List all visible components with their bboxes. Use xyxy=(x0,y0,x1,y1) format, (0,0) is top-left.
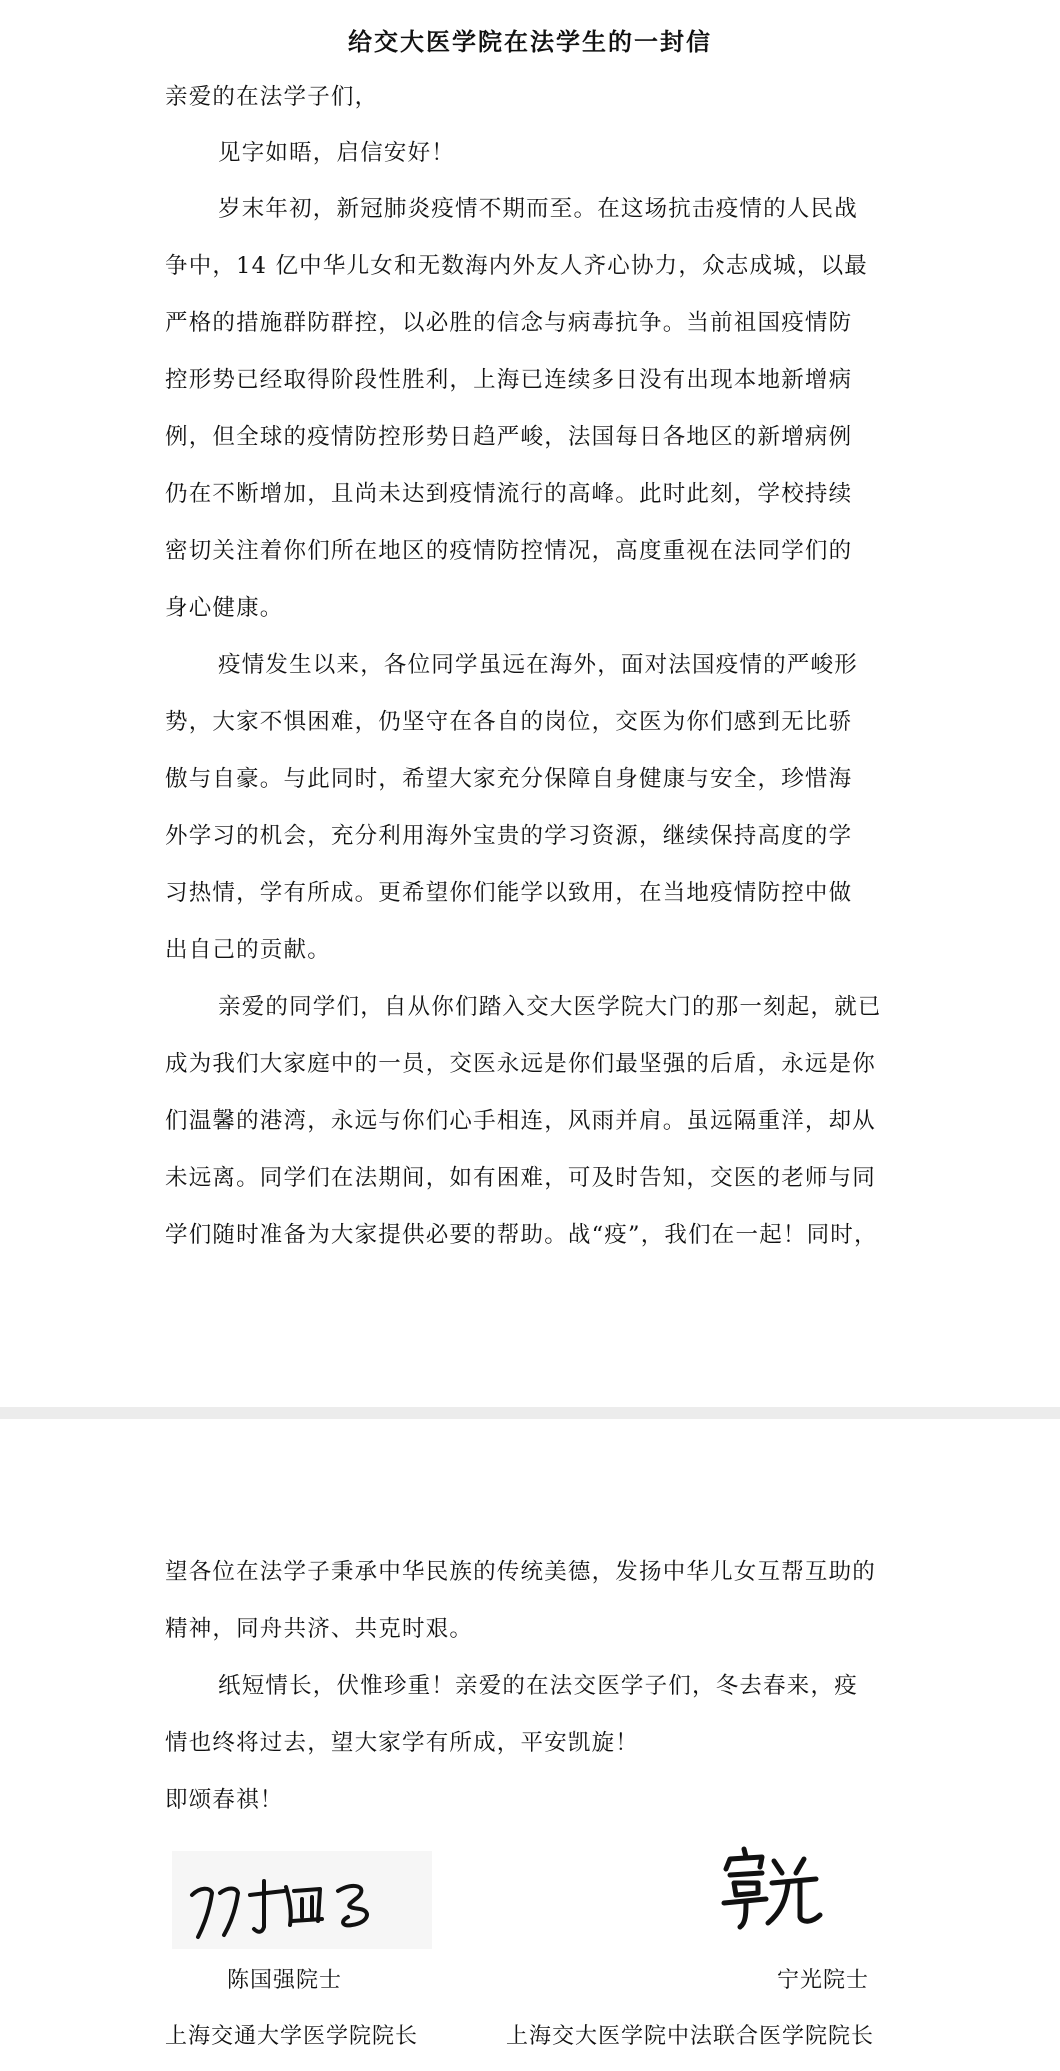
paragraph-line: 亲爱的同学们，自从你们踏入交大医学院大门的那一刻起，就已 xyxy=(218,994,882,1020)
closing: 即颂春祺！ xyxy=(165,1787,284,1813)
paragraph-line: 严格的措施群防群控，以必胜的信念与病毒抗争。当前祖国疫情防 xyxy=(165,310,853,336)
paragraph-line: 外学习的机会，充分利用海外宝贵的学习资源，继续保持高度的学 xyxy=(165,823,853,849)
signature-left xyxy=(172,1851,432,1949)
paragraph-line: 傲与自豪。与此同时，希望大家充分保障自身健康与安全，珍惜海 xyxy=(165,766,853,792)
signer-left-name: 陈国强院士 xyxy=(227,1968,343,1993)
signature-left-handwriting xyxy=(172,1851,432,1949)
paragraph-line: 密切关注着你们所在地区的疫情防控情况，高度重视在法同学们的 xyxy=(165,538,853,564)
paragraph-line: 岁末年初，新冠肺炎疫情不期而至。在这场抗击疫情的人民战 xyxy=(218,196,858,222)
paragraph-line: 们温馨的港湾，永远与你们心手相连，风雨并肩。虽远隔重洋，却从 xyxy=(165,1108,877,1134)
page-divider xyxy=(0,1407,1060,1419)
greeting: 见字如晤，启信安好！ xyxy=(218,140,456,166)
paragraph-line: 精神，同舟共济、共克时艰。 xyxy=(165,1616,474,1642)
paragraph-line: 争中，14 亿中华儿女和无数海内外友人齐心协力，众志成城，以最 xyxy=(165,253,868,279)
paragraph-line: 控形势已经取得阶段性胜利，上海已连续多日没有出现本地新增病 xyxy=(165,367,853,393)
signature-right-handwriting xyxy=(716,1839,826,1943)
paragraph-line: 身心健康。 xyxy=(165,595,284,621)
paragraph-line: 势，大家不惧困难，仍坚守在各自的岗位，交医为你们感到无比骄 xyxy=(165,709,853,735)
paragraph-line: 学们随时准备为大家提供必要的帮助。战“疫”，我们在一起！同时， xyxy=(165,1222,878,1248)
paragraph-line: 望各位在法学子秉承中华民族的传统美德，发扬中华儿女互帮互助的 xyxy=(165,1559,877,1585)
paragraph-line: 例，但全球的疫情防控形势日趋严峻，法国每日各地区的新增病例 xyxy=(165,424,853,450)
letter-title: 给交大医学院在法学生的一封信 xyxy=(348,27,712,56)
paragraph-line: 习热情，学有所成。更希望你们能学以致用，在当地疫情防控中做 xyxy=(165,880,853,906)
paragraph-line: 仍在不断增加，且尚未达到疫情流行的高峰。此时此刻，学校持续 xyxy=(165,481,853,507)
signer-left-position: 上海交通大学医学院院长 xyxy=(165,2024,419,2049)
paragraph-line: 疫情发生以来，各位同学虽远在海外，面对法国疫情的严峻形 xyxy=(218,652,858,678)
signer-right-position: 上海交大医学院中法联合医学院院长 xyxy=(506,2024,875,2049)
signature-right xyxy=(716,1839,826,1943)
paragraph-line: 出自己的贡献。 xyxy=(165,937,331,963)
signer-right-name: 宁光院士 xyxy=(777,1968,870,1993)
paragraph-line: 成为我们大家庭中的一员，交医永远是你们最坚强的后盾，永远是你 xyxy=(165,1051,877,1077)
paragraph-line: 情也终将过去，望大家学有所成，平安凯旋！ xyxy=(165,1730,640,1756)
paragraph-line: 未远离。同学们在法期间，如有困难，可及时告知，交医的老师与同 xyxy=(165,1165,877,1191)
letter-page-2 xyxy=(0,1419,1060,2071)
salutation: 亲爱的在法学子们， xyxy=(165,84,379,110)
paragraph-line: 纸短情长，伏惟珍重！亲爱的在法交医学子们，冬去春来，疫 xyxy=(218,1673,858,1699)
